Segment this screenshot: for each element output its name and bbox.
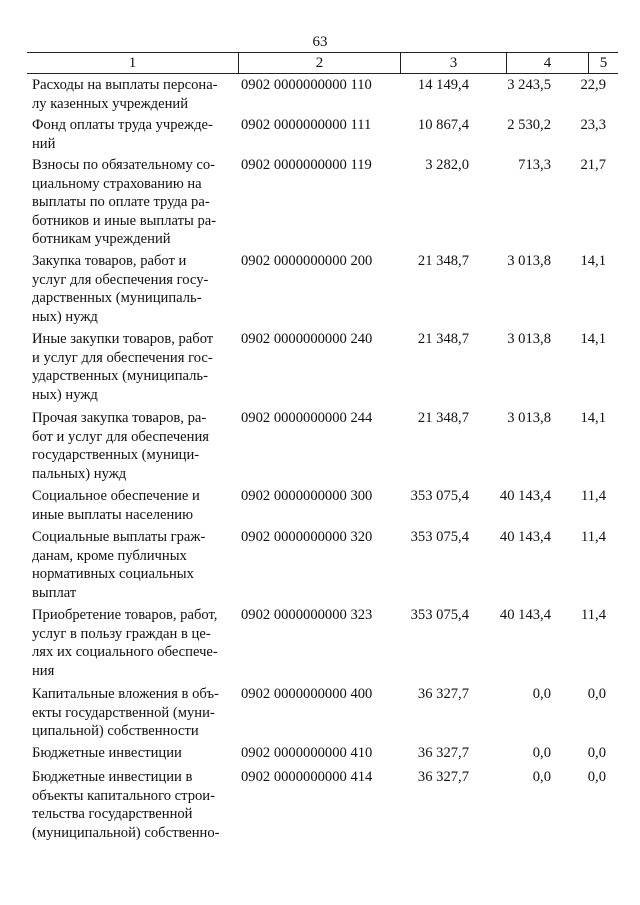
- row-col3: 353 075,4: [410, 488, 469, 504]
- row-col5: 14,1: [580, 410, 606, 426]
- row-code: 0902 0000000000 300: [241, 488, 373, 504]
- row-col5: 23,3: [580, 117, 606, 133]
- row-col3: 21 348,7: [417, 331, 469, 347]
- row-code: 0902 0000000000 110: [241, 77, 372, 93]
- table-row: [27, 76, 627, 116]
- row-name: Приобретение товаров, работ, услуг в пользу граждан в це- лях их социального обеспече- ния: [32, 607, 218, 679]
- row-col4: 3 243,5: [507, 77, 551, 93]
- row-col5: 21,7: [580, 157, 606, 173]
- row-col5: 22,9: [580, 77, 606, 93]
- row-code: 0902 0000000000 244: [241, 410, 373, 426]
- row-col5: 0,0: [587, 686, 606, 702]
- row-code: 0902 0000000000 119: [241, 157, 372, 173]
- row-col5: 11,4: [581, 529, 606, 545]
- row-col4: 713,3: [518, 157, 551, 173]
- row-col4: 0,0: [532, 745, 551, 761]
- row-col4: 2 530,2: [507, 117, 551, 133]
- table-row: [27, 528, 627, 606]
- row-code: 0902 0000000000 410: [241, 745, 373, 761]
- row-code: 0902 0000000000 320: [241, 529, 373, 545]
- row-col5: 11,4: [581, 488, 606, 504]
- row-col5: 14,1: [580, 331, 606, 347]
- table-row: [27, 606, 627, 685]
- row-name: Фонд оплаты труда учрежде- ний: [32, 117, 213, 152]
- header-col-5: 5: [588, 53, 618, 73]
- row-col4: 3 013,8: [507, 331, 551, 347]
- row-col3: 353 075,4: [410, 529, 469, 545]
- row-name: Взносы по обязательному со- циальному страхованию на выплаты по оплате труда ра- ботников и иные выплаты ра- ботникам учреждений: [32, 157, 217, 247]
- table-header: [27, 52, 618, 74]
- page-number: 63: [312, 34, 328, 50]
- row-col5: 14,1: [580, 253, 606, 269]
- row-col3: 36 327,7: [417, 769, 469, 785]
- row-code: 0902 0000000000 323: [241, 607, 373, 623]
- row-col3: 353 075,4: [410, 607, 469, 623]
- table-row: [27, 330, 627, 409]
- row-col5: 11,4: [581, 607, 606, 623]
- row-col3: 36 327,7: [417, 745, 469, 761]
- row-col4: 0,0: [532, 686, 551, 702]
- row-col4: 3 013,8: [507, 410, 551, 426]
- table-row: [27, 409, 627, 487]
- table-row: [27, 156, 627, 252]
- header-col-4: 4: [506, 53, 588, 73]
- row-col4: 0,0: [532, 769, 551, 785]
- row-code: 0902 0000000000 200: [241, 253, 373, 269]
- row-col4: 3 013,8: [507, 253, 551, 269]
- row-col4: 40 143,4: [499, 529, 551, 545]
- row-col5: 0,0: [587, 769, 606, 785]
- header-col-2: 2: [238, 53, 400, 73]
- table-row: [27, 252, 627, 330]
- row-name: Социальные выплаты граж- данам, кроме публичных нормативных социальных выплат: [32, 529, 206, 601]
- row-name: Бюджетные инвестиции в объекты капитального строи- тельства государственной (муниципальной) собственно-: [32, 769, 220, 841]
- row-code: 0902 0000000000 111: [241, 117, 372, 133]
- row-name: Капитальные вложения в объ- екты государственной (муни- ципальной) собственности: [32, 686, 219, 739]
- header-col-3: 3: [400, 53, 506, 73]
- row-code: 0902 0000000000 400: [241, 686, 373, 702]
- row-col3: 14 149,4: [417, 77, 469, 93]
- table-row: [27, 744, 627, 768]
- row-col3: 36 327,7: [417, 686, 469, 702]
- row-col4: 40 143,4: [499, 488, 551, 504]
- row-name: Закупка товаров, работ и услуг для обеспечения госу- дарственных (муниципаль- ных) нужд: [32, 253, 209, 325]
- row-col4: 40 143,4: [499, 607, 551, 623]
- row-col3: 21 348,7: [417, 410, 469, 426]
- row-code: 0902 0000000000 414: [241, 769, 373, 785]
- table-row: [27, 685, 627, 744]
- row-code: 0902 0000000000 240: [241, 331, 373, 347]
- header-col-1: 1: [128, 55, 137, 71]
- row-name: Расходы на выплаты персона- лу казенных учреждений: [32, 77, 218, 112]
- table-body: [27, 76, 627, 846]
- table-row: [27, 768, 627, 846]
- row-name: Бюджетные инвестиции: [32, 745, 182, 761]
- row-col3: 10 867,4: [417, 117, 469, 133]
- row-col5: 0,0: [587, 745, 606, 761]
- row-col3: 21 348,7: [417, 253, 469, 269]
- row-name: Социальное обеспечение и иные выплаты населению: [32, 488, 200, 523]
- table-row: [27, 116, 627, 156]
- row-name: Иные закупки товаров, работ и услуг для обеспечения гос- ударственных (муниципаль- ных) нужд: [32, 331, 214, 403]
- row-col3: 3 282,0: [425, 157, 469, 173]
- row-name: Прочая закупка товаров, ра- бот и услуг для обеспечения государственных (муници- пальных) нужд: [32, 410, 209, 482]
- table-row: [27, 487, 627, 528]
